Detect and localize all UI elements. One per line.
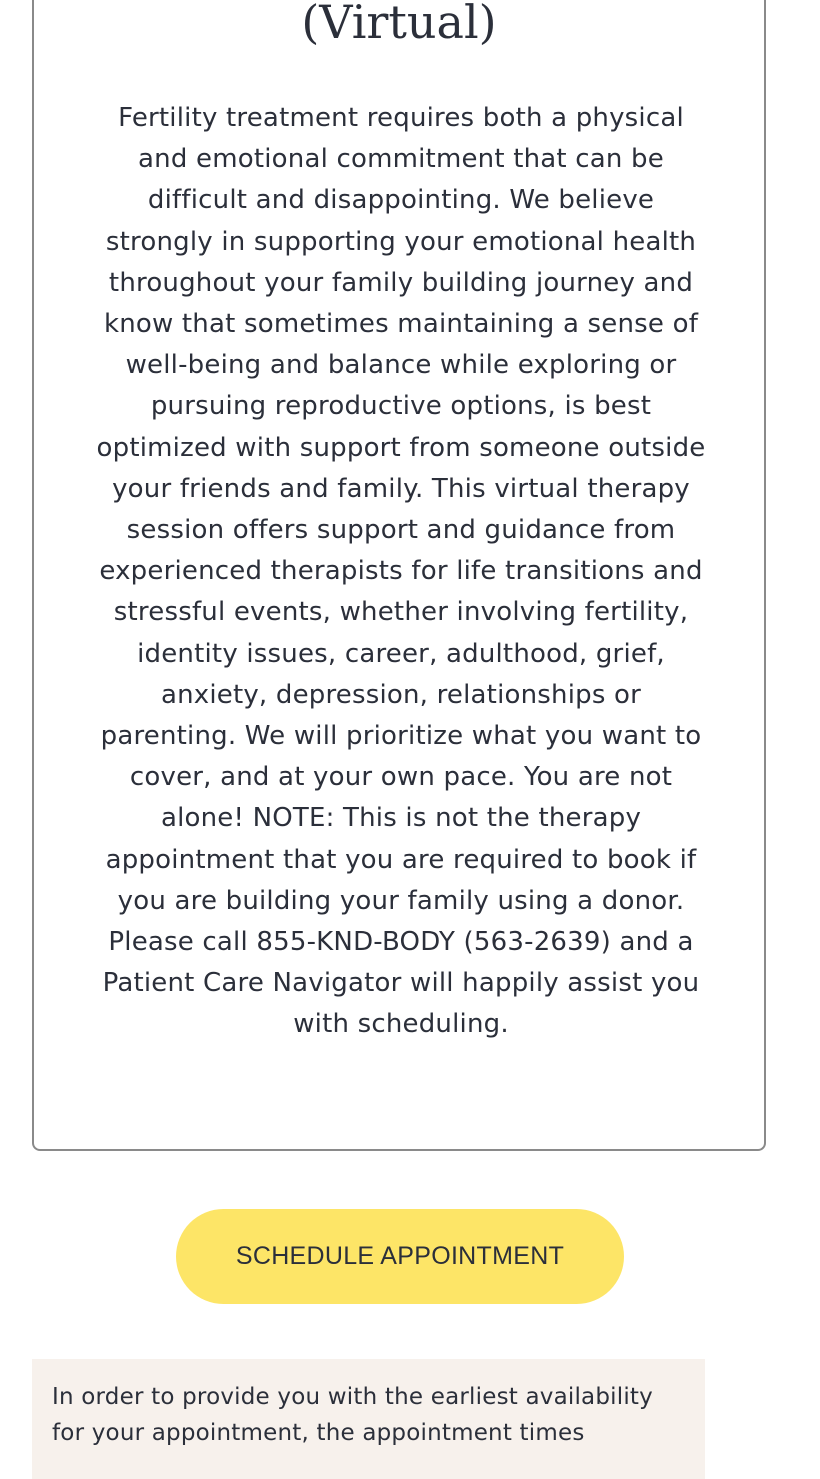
service-title: (Virtual) xyxy=(301,0,497,49)
availability-notice xyxy=(32,1359,705,1479)
service-description: Fertility treatment requires both a physical and emotional commitment that can be difficult and disappointing. We believe strongly in supporting your emotional health throughout your family building journey and know that sometimes maintaining a sense of well-being and balance while exploring or pursuing reproductive options, is best optimized with support from someone outside your friends and family. This virtual therapy session offers support and guidance from experienced therapists for life transitions and stressful events, whether involving fertility, identity issues, career, adulthood, grief, anxiety, depression, relationships or parenting. We will prioritize what you want to cover, and at your own pace. You are not alone! NOTE: This is not the therapy appointment that you are required to book if you are building your family using a donor. Please call 855-KND-BODY (563-2639) and a Patient Care Navigator will happily assist you with scheduling. xyxy=(96,103,706,1040)
availability-notice-text: In order to provide you with the earliest availability for your appointment, the appointment times xyxy=(52,1384,653,1446)
service-card xyxy=(32,0,766,1151)
schedule-appointment-button[interactable]: SCHEDULE APPOINTMENT xyxy=(176,1209,624,1304)
